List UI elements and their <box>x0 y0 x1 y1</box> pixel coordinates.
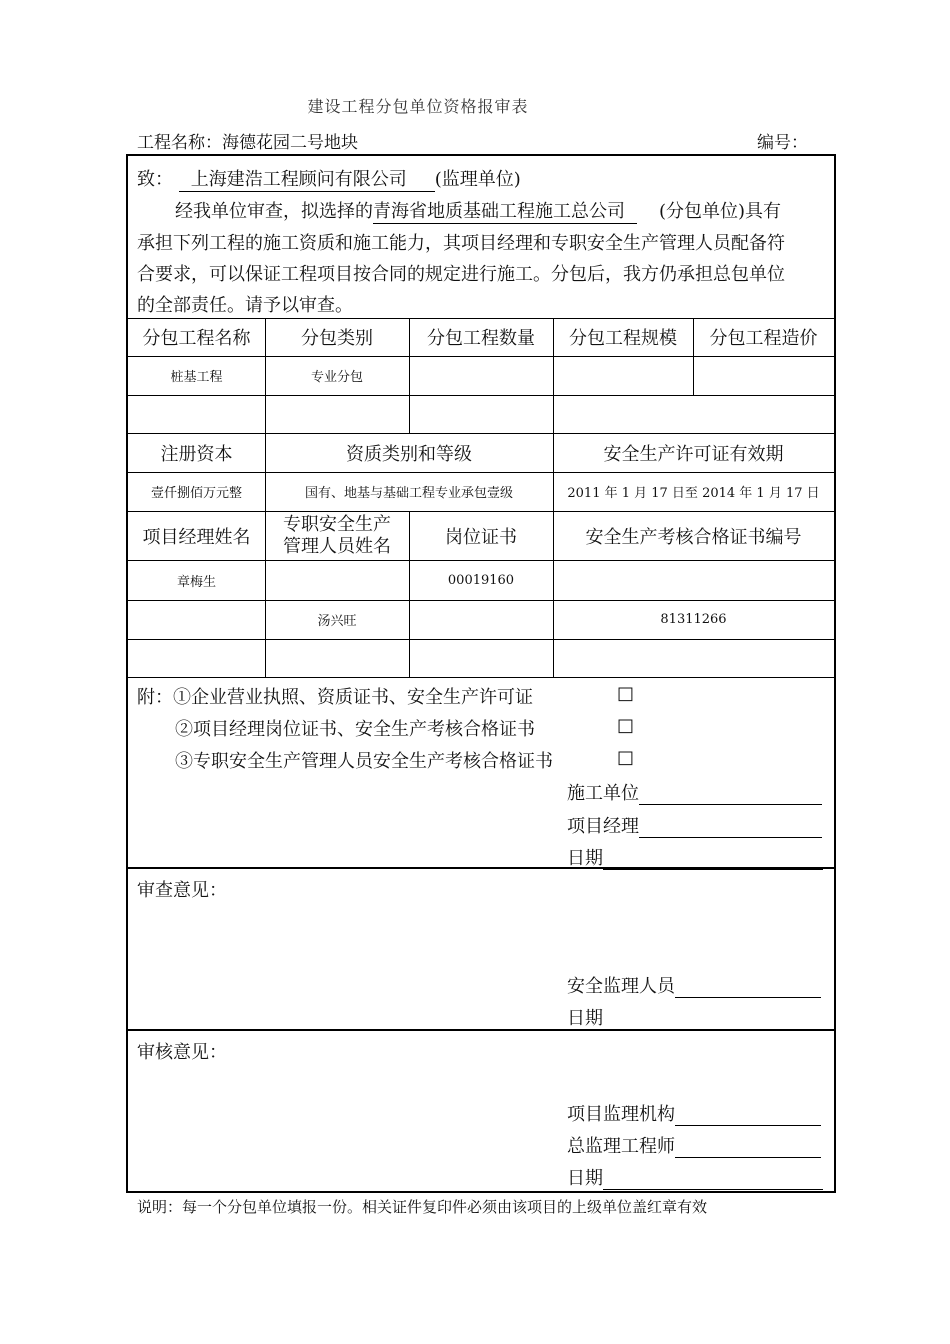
t3-cell-manager: 章梅生 <box>176 574 216 590</box>
to-line <box>137 165 521 192</box>
to-label: 致： <box>137 169 173 190</box>
sign-date <box>567 844 823 870</box>
review-person-line[interactable] <box>675 979 821 998</box>
rule <box>128 639 834 640</box>
form-frame <box>126 154 836 1193</box>
review-label: 审查意见： <box>137 880 227 901</box>
audit-engineer-line[interactable] <box>675 1139 821 1158</box>
form-title: 建设工程分包单位资格报审表 <box>307 97 529 116</box>
attachment-1-text: ①企业营业执照、资质证书、安全生产许可证 <box>173 687 533 708</box>
sign-manager <box>567 812 822 838</box>
attachment-3: ③专职安全生产管理人员安全生产考核合格证书 <box>175 751 553 772</box>
t3-cell-post-cert: 00019160 <box>447 572 515 588</box>
to-suffix: (监理单位) <box>434 169 521 190</box>
audit-org <box>567 1100 821 1126</box>
attachment-2-checkbox[interactable]: □ <box>617 715 635 736</box>
t1-header-name: 分包工程名称 <box>142 328 251 349</box>
rule <box>128 677 834 678</box>
t2-cell-capital: 壹仟捌佰万元整 <box>150 486 242 501</box>
attachment-prefix: 附： <box>137 687 173 708</box>
t3-cell-safety-cert: 81311266 <box>660 612 727 627</box>
t3-header-safety-officer-line1: 专职安全生产 <box>283 513 391 535</box>
t2-header-license: 安全生产许可证有效期 <box>603 443 784 465</box>
number-label: 编号： <box>757 133 808 153</box>
audit-org-line[interactable] <box>675 1107 821 1126</box>
attachment-2: ②项目经理岗位证书、安全生产考核合格证书 <box>175 719 535 740</box>
review-person-label: 安全监理人员 <box>567 976 675 997</box>
t2-header-qualification: 资质类别和等级 <box>346 443 472 465</box>
audit-date <box>567 1164 823 1190</box>
t1-header-scale: 分包工程规模 <box>569 328 677 349</box>
t3-header-post-cert: 岗位证书 <box>445 526 517 548</box>
sign-manager-label: 项目经理 <box>567 816 639 837</box>
t3-cell-safety-officer: 汤兴旺 <box>317 614 357 629</box>
sign-manager-line[interactable] <box>639 819 822 838</box>
body-line-4: 的全部责任。请予以审查。 <box>137 295 353 316</box>
footer-note: 说明：每一个分包单位填报一份。相关证件复印件必须由该项目的上级单位盖红章有效 <box>137 1198 708 1216</box>
sign-date-line[interactable] <box>603 851 823 870</box>
t3-header-safety-cert: 安全生产考核合格证书编号 <box>585 526 802 548</box>
body-suffix: (分包单位)具有 <box>659 201 782 222</box>
body-prefix: 经我单位审查，拟选择的 <box>175 201 373 222</box>
body-line-3: 合要求，可以保证工程项目按合同的规定进行施工。分包后，我方仍承担总包单位 <box>137 264 785 285</box>
review-date-line[interactable] <box>603 1011 823 1030</box>
t2-cell-qualification: 国有、地基与基础工程专业承包壹级 <box>304 486 513 501</box>
attachment-1 <box>137 683 533 709</box>
sign-unit-line[interactable] <box>639 786 822 805</box>
sign-unit <box>567 779 822 805</box>
audit-date-label: 日期 <box>567 1168 603 1189</box>
audit-date-line[interactable] <box>603 1171 823 1190</box>
attachment-3-checkbox[interactable]: □ <box>617 747 635 768</box>
to-company: 上海建浩工程顾问有限公司 <box>179 165 435 192</box>
t1-header-type: 分包类别 <box>301 328 373 349</box>
audit-engineer-label: 总监理工程师 <box>567 1136 675 1157</box>
sign-date-label: 日期 <box>567 848 603 869</box>
subcontractor: 青海省地质基础工程施工总公司 <box>373 197 637 224</box>
t3-header-manager: 项目经理姓名 <box>142 526 251 548</box>
t1-header-cost: 分包工程造价 <box>709 328 818 349</box>
t3-header-safety-officer-line2: 管理人员姓名 <box>283 535 391 557</box>
sign-unit-label: 施工单位 <box>567 783 639 804</box>
body-line-2: 承担下列工程的施工资质和施工能力，其项目经理和专职安全生产管理人员配备符 <box>137 233 785 254</box>
review-person <box>567 972 821 998</box>
t2-cell-license: 2011 年 1 月 17 日至 2014 年 1 月 17 日 <box>567 486 820 501</box>
project-name: 海德花园二号地块 <box>222 133 358 153</box>
project-label: 工程名称： <box>137 133 222 153</box>
t1-cell-name: 桩基工程 <box>170 370 223 385</box>
t2-header-capital: 注册资本 <box>160 443 233 465</box>
audit-label: 审核意见： <box>137 1042 227 1063</box>
review-date-label: 日期 <box>567 1008 603 1029</box>
audit-org-label: 项目监理机构 <box>567 1104 675 1125</box>
project-line <box>137 128 358 153</box>
audit-engineer <box>567 1132 821 1158</box>
review-date <box>567 1004 823 1030</box>
t1-cell-type: 专业分包 <box>310 370 363 385</box>
t1-header-qty: 分包工程数量 <box>427 328 535 349</box>
t3-header-safety-officer <box>265 511 409 560</box>
rule <box>128 395 834 396</box>
body-line-1 <box>175 197 781 224</box>
attachment-1-checkbox[interactable]: □ <box>617 683 635 704</box>
